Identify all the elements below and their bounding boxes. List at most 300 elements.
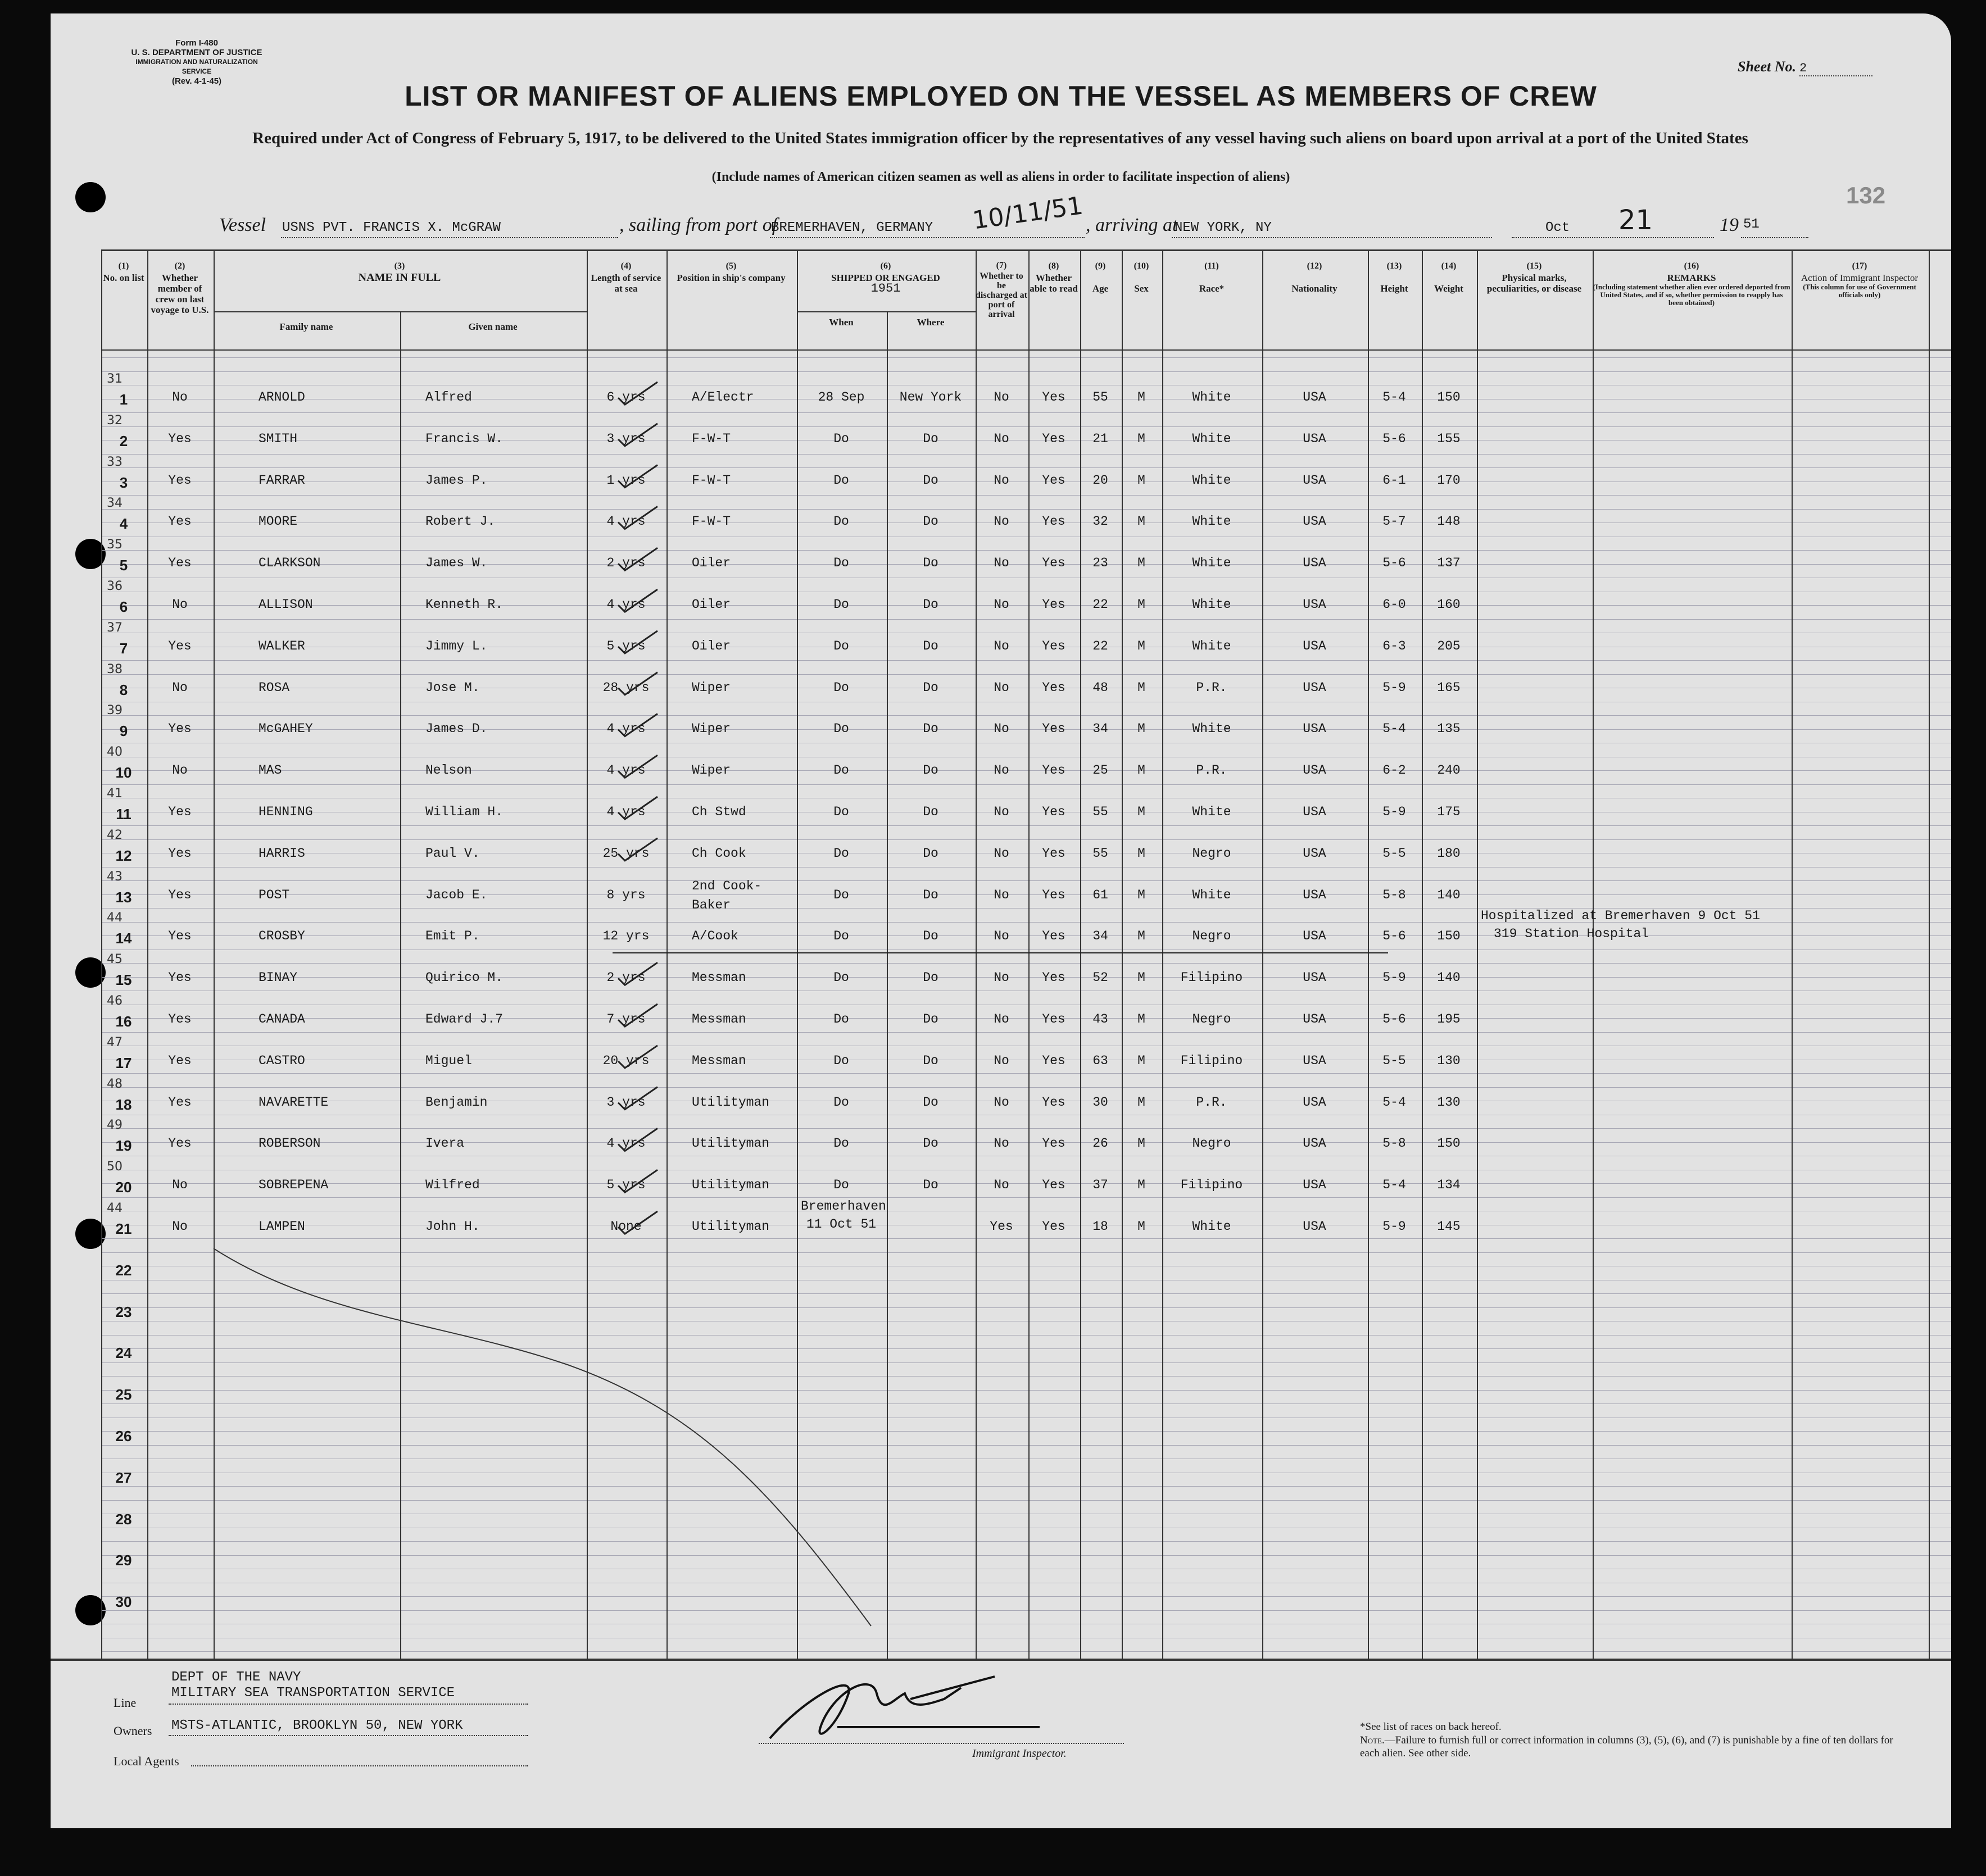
col-position: Messman [692, 1012, 746, 1026]
col-where: Do [923, 473, 938, 488]
col-height: 5-5 [1382, 1053, 1406, 1068]
col-height: 5-8 [1382, 1136, 1406, 1151]
col-discharged: No [994, 1012, 1009, 1026]
col-height: 5-7 [1382, 514, 1406, 529]
col-family-name: MAS [259, 763, 282, 778]
header-race: (11) Race* [1199, 261, 1225, 294]
col-race: P.R. [1196, 763, 1227, 778]
col-last-voyage: Yes [168, 638, 192, 653]
col-read: Yes [1042, 1094, 1065, 1110]
col-family-name: SMITH [259, 431, 298, 446]
col-given-name: James W. [425, 556, 488, 571]
col-given-name: Jose M. [425, 680, 480, 695]
check-mark [618, 797, 658, 819]
col-read: Yes [1042, 514, 1065, 529]
col-age: 26 [1092, 1136, 1108, 1151]
col-where: Do [923, 846, 938, 861]
col-race: White [1192, 805, 1231, 819]
col-read: Yes [1042, 721, 1065, 737]
col-last-voyage: Yes [168, 1136, 192, 1151]
col-where: Do [923, 887, 938, 902]
col-read: Yes [1042, 763, 1065, 778]
col-nationality: USA [1303, 929, 1326, 944]
handwritten-line-number: 42 [107, 828, 123, 842]
row-number: 16 [115, 1013, 132, 1030]
handwritten-line-number: 44 [107, 1201, 123, 1215]
form-number: Form I-480 [175, 38, 218, 48]
header-physical-marks: (15) Physical marks, peculiarities, or disease [1486, 261, 1582, 294]
stamp-number: 132 [1846, 182, 1886, 208]
col-sex: M [1137, 846, 1145, 861]
col-where: Do [923, 638, 938, 653]
col-discharged: No [994, 846, 1009, 861]
col-height: 5-5 [1382, 846, 1406, 861]
col-family-name: NAVARETTE [259, 1094, 329, 1110]
col-service: 12 yrs [602, 929, 650, 944]
col-service: 2 yrs [606, 970, 646, 985]
owners-value: MSTS-ATLANTIC, BROOKLYN 50, NEW YORK [171, 1718, 463, 1733]
col-family-name: SOBREPENA [259, 1178, 329, 1193]
row-number: 18 [115, 1096, 132, 1113]
col-sex: M [1137, 680, 1145, 695]
col-read: Yes [1042, 556, 1065, 571]
arrival-year-prefix: 19 [1720, 215, 1739, 235]
col-nationality: USA [1303, 1178, 1326, 1193]
col-where: Do [923, 1094, 938, 1110]
col-when: Do [833, 556, 849, 571]
header-name-in-full: (3) NAME IN FULL [358, 261, 441, 284]
header-discharged: (7) Whether to be discharged at port of arrival [976, 261, 1027, 319]
col-nationality: USA [1303, 1094, 1326, 1110]
col-discharged: No [994, 431, 1009, 446]
col-given-name: Quirico M. [425, 970, 504, 985]
empty-row-number: 22 [115, 1261, 132, 1279]
col-nationality: USA [1303, 887, 1326, 902]
vessel-label: Vessel [219, 215, 266, 235]
col-position: A/Cook [692, 929, 738, 944]
col-last-voyage: Yes [168, 1053, 192, 1068]
col-given-name: Benjamin [425, 1094, 488, 1110]
col-age: 55 [1092, 805, 1108, 819]
col-nationality: USA [1303, 597, 1326, 612]
col-family-name: CANADA [259, 1012, 305, 1026]
col-position: 2nd Cook- [692, 878, 762, 893]
col-service: 2 yrs [606, 556, 646, 571]
col-read: Yes [1042, 1178, 1065, 1193]
col-position: Wiper [692, 721, 731, 737]
col-service: 4 yrs [606, 805, 646, 819]
handwritten-line-number: 37 [107, 620, 123, 635]
annotation-overlay [51, 13, 1951, 1828]
header-nationality: (12) Nationality [1291, 261, 1337, 294]
col-read: Yes [1042, 680, 1065, 695]
col-where: Do [923, 721, 938, 737]
col-race: Filipino [1180, 1178, 1243, 1193]
handwritten-line-number: 32 [107, 413, 123, 428]
col-when: Do [833, 638, 849, 653]
col-when: Do [833, 1178, 849, 1193]
col-race: Negro [1192, 1136, 1231, 1151]
check-mark [618, 1211, 658, 1234]
row-number: 9 [119, 723, 128, 740]
col-where: Do [923, 514, 938, 529]
col-race: White [1192, 556, 1231, 571]
arrival-month: Oct [1545, 220, 1570, 235]
col-where: Do [923, 431, 938, 446]
col-race: White [1192, 514, 1231, 529]
col-last-voyage: Yes [168, 1012, 192, 1026]
col-when: Do [833, 514, 849, 529]
col-given-name: Jimmy L. [425, 638, 488, 653]
remark-line-2: 319 Station Hospital [1494, 926, 1649, 942]
col-nationality: USA [1303, 763, 1326, 778]
manifest-page [51, 13, 1951, 1828]
page-title: LIST OR MANIFEST OF ALIENS EMPLOYED ON THE VESSEL AS MEMBERS OF CREW [405, 80, 1597, 112]
col-sex: M [1137, 721, 1145, 737]
col-age: 25 [1092, 763, 1108, 778]
header-last-voyage: (2) Whether member of crew on last voyage to U.S. [151, 261, 209, 315]
col-discharged: No [994, 887, 1009, 902]
col-when: Do [833, 1094, 849, 1110]
col-race: Filipino [1180, 970, 1243, 985]
col-given-name: Miguel [425, 1053, 472, 1068]
col-position: F-W-T [692, 431, 731, 446]
arrival-year: 51 [1743, 217, 1760, 232]
col-nationality: USA [1303, 846, 1326, 861]
col-family-name: BINAY [259, 970, 298, 985]
row-number: 2 [119, 432, 128, 449]
col-given-name: Ivera [425, 1136, 465, 1151]
check-mark [618, 1004, 658, 1026]
handwritten-line-number: 50 [107, 1160, 123, 1174]
check-mark [618, 673, 658, 695]
col-age: 18 [1092, 1219, 1108, 1234]
col-read: Yes [1042, 431, 1065, 446]
col-service: 25 yrs [602, 846, 650, 861]
col-when: Do [833, 1012, 849, 1026]
col-last-voyage: Yes [168, 1094, 192, 1110]
col-when: Do [833, 721, 849, 737]
col-race: White [1192, 473, 1231, 488]
col-family-name: ALLISON [259, 597, 313, 612]
col-service: 4 yrs [606, 721, 646, 737]
row-number: 21 [115, 1220, 132, 1237]
col-family-name: McGAHEY [259, 721, 313, 737]
col-nationality: USA [1303, 514, 1326, 529]
col-weight: 150 [1437, 390, 1461, 405]
col-when: Do [833, 970, 849, 985]
form-revision: (Rev. 4-1-45) [171, 76, 222, 86]
col-nationality: USA [1303, 1012, 1326, 1026]
row-number: 1 [119, 391, 128, 408]
col-weight: 150 [1437, 929, 1461, 944]
col-race: White [1192, 1219, 1231, 1234]
sailing-date-handwritten: 10/11/51 [971, 191, 1085, 235]
col-weight: 160 [1437, 597, 1461, 612]
col-nationality: USA [1303, 390, 1326, 405]
handwritten-line-number: 48 [107, 1076, 123, 1091]
handwritten-line-number: 46 [107, 994, 123, 1008]
col-age: 52 [1092, 970, 1108, 985]
col-when: Do [833, 929, 849, 944]
row-number: 8 [119, 681, 128, 698]
col-where: Do [923, 680, 938, 695]
check-mark [618, 1170, 658, 1192]
col-last-voyage: Yes [168, 473, 192, 488]
col-service: 7 yrs [606, 1012, 646, 1026]
col-last-voyage: No [172, 680, 188, 695]
check-mark [618, 382, 658, 405]
col-height: 5-6 [1382, 556, 1406, 571]
col-nationality: USA [1303, 721, 1326, 737]
col-weight: 150 [1437, 1136, 1461, 1151]
col-when: Do [833, 431, 849, 446]
col-family-name: CROSBY [259, 929, 305, 944]
col-sex: M [1137, 1136, 1145, 1151]
col-height: 5-6 [1382, 929, 1406, 944]
col-read: Yes [1042, 805, 1065, 819]
col-last-voyage: No [172, 1178, 188, 1193]
col-position: Utilityman [692, 1219, 770, 1234]
col-service: 4 yrs [606, 1136, 646, 1151]
col-last-voyage: Yes [168, 514, 192, 529]
col-family-name: POST [259, 887, 290, 902]
check-mark [618, 962, 658, 985]
col-age: 32 [1092, 514, 1108, 529]
row-number: 12 [115, 847, 132, 864]
col-discharged: No [994, 556, 1009, 571]
col-service: 20 yrs [602, 1053, 650, 1068]
col-sex: M [1137, 431, 1145, 446]
col-nationality: USA [1303, 970, 1326, 985]
check-mark [618, 714, 658, 736]
col-position: Oiler [692, 597, 731, 612]
requirement-text: Required under Act of Congress of February 5, 1917, to be delivered to the United States immigration officer by the representatives of any vessel having such aliens on board upon arrival at a port of the United States [252, 129, 1748, 147]
col-discharged: No [994, 514, 1009, 529]
col-discharged: No [994, 929, 1009, 944]
col-race: Negro [1192, 1012, 1231, 1026]
col-last-voyage: Yes [168, 846, 192, 861]
check-mark [618, 755, 658, 778]
col-read: Yes [1042, 970, 1065, 985]
col-read: Yes [1042, 1136, 1065, 1151]
line-value-2: MILITARY SEA TRANSPORTATION SERVICE [171, 1686, 455, 1701]
col-given-name: Kenneth R. [425, 597, 504, 612]
empty-row-number: 25 [115, 1386, 132, 1403]
col-when: Do [833, 680, 849, 695]
sheet-value: 2 [1799, 61, 1872, 76]
col-age: 37 [1092, 1178, 1108, 1193]
col-nationality: USA [1303, 680, 1326, 695]
col-service: 6 yrs [606, 390, 646, 405]
col-sex: M [1137, 763, 1145, 778]
col-family-name: WALKER [259, 638, 305, 653]
col-weight: 135 [1437, 721, 1461, 737]
empty-row-number: 30 [115, 1593, 132, 1611]
col-position: A/Electr [692, 390, 754, 405]
col-last-voyage: Yes [168, 887, 192, 902]
col-nationality: USA [1303, 1053, 1326, 1068]
col-weight: 180 [1437, 846, 1461, 861]
col-read: Yes [1042, 390, 1065, 405]
col-sex: M [1137, 390, 1145, 405]
col-nationality: USA [1303, 1136, 1326, 1151]
col-where: Do [923, 556, 938, 571]
col-family-name: CLARKSON [259, 556, 321, 571]
col-height: 5-4 [1382, 721, 1406, 737]
col-given-name: Jacob E. [425, 887, 488, 902]
col-sex: M [1137, 887, 1145, 902]
row-number: 14 [115, 930, 132, 947]
service-name: IMMIGRATION AND NATURALIZATION SERVICE [135, 58, 258, 75]
header-when: When [829, 317, 854, 328]
col-position: Utilityman [692, 1094, 770, 1110]
check-mark [618, 838, 658, 861]
header-weight: (14) Weight [1434, 261, 1463, 294]
col-given-name: Wilfred [425, 1178, 480, 1193]
row-number: 3 [119, 474, 128, 491]
check-mark [618, 424, 658, 446]
col-family-name: FARRAR [259, 473, 305, 488]
header-given-name: Given name [468, 321, 518, 332]
col-age: 30 [1092, 1094, 1108, 1110]
col-weight: 140 [1437, 887, 1461, 902]
col-position: Oiler [692, 638, 731, 653]
header-family-name: Family name [279, 321, 333, 332]
row-number: 4 [119, 515, 128, 533]
col-given-name: Edward J.7 [425, 1012, 504, 1026]
col-weight: 140 [1437, 970, 1461, 985]
col-family-name: CASTRO [259, 1053, 305, 1068]
col-discharged: No [994, 970, 1009, 985]
check-mark [618, 589, 658, 612]
col-sex: M [1137, 638, 1145, 653]
col-service: 1 yrs [606, 473, 646, 488]
col-family-name: HENNING [259, 805, 313, 819]
check-mark [618, 1087, 658, 1110]
col-sex: M [1137, 1012, 1145, 1026]
handwritten-line-number: 44 [107, 911, 123, 925]
col-read: Yes [1042, 1219, 1065, 1234]
col-race: Filipino [1180, 1053, 1243, 1068]
col-sex: M [1137, 929, 1145, 944]
sailing-port: BREMERHAVEN, GERMANY [771, 220, 933, 235]
col-last-voyage: Yes [168, 805, 192, 819]
col-weight: 205 [1437, 638, 1461, 653]
vessel-name: USNS PVT. FRANCIS X. McGRAW [282, 220, 501, 235]
col-nationality: USA [1303, 473, 1326, 488]
empty-row-number: 26 [115, 1428, 132, 1445]
col-read: Yes [1042, 597, 1065, 612]
col-service: 4 yrs [606, 514, 646, 529]
col-discharged: No [994, 763, 1009, 778]
arriving-port: NEW YORK, NY [1175, 220, 1272, 235]
col-service: 4 yrs [606, 597, 646, 612]
col-read: Yes [1042, 1012, 1065, 1026]
col-age: 55 [1092, 390, 1108, 405]
col-given-name: Francis W. [425, 431, 504, 446]
col-discharged: No [994, 390, 1009, 405]
sheet-label: Sheet No. [1738, 58, 1796, 75]
col-race: White [1192, 597, 1231, 612]
col-position: Wiper [692, 680, 731, 695]
col-read: Yes [1042, 1053, 1065, 1068]
col-where: Do [923, 1053, 938, 1068]
col-last-voyage: Yes [168, 929, 192, 944]
check-mark [618, 1128, 658, 1151]
local-agents-label: Local Agents [114, 1754, 179, 1768]
col-discharged: Yes [990, 1219, 1013, 1234]
col-position: Utilityman [692, 1136, 770, 1151]
col-weight: 137 [1437, 556, 1461, 571]
col-nationality: USA [1303, 556, 1326, 571]
col-race: P.R. [1196, 1094, 1227, 1110]
owners-label: Owners [114, 1724, 152, 1738]
col-sex: M [1137, 514, 1145, 529]
col-race: White [1192, 431, 1231, 446]
line-label: Line [114, 1696, 137, 1710]
empty-row-number: 23 [115, 1303, 132, 1320]
row-number: 15 [115, 971, 132, 989]
handwritten-line-number: 41 [107, 787, 123, 801]
col-given-name: Robert J. [425, 514, 496, 529]
col-last-voyage: No [172, 597, 188, 612]
col-age: 43 [1092, 1012, 1108, 1026]
col-family-name: HARRIS [259, 846, 305, 861]
col-read: Yes [1042, 846, 1065, 861]
col-family-name: LAMPEN [259, 1219, 305, 1234]
col-height: 5-9 [1382, 970, 1406, 985]
col-given-name: William H. [425, 805, 504, 819]
col-age: 34 [1092, 929, 1108, 944]
col-weight: 175 [1437, 805, 1461, 819]
col-height: 5-9 [1382, 805, 1406, 819]
col-race: Negro [1192, 846, 1231, 861]
col-height: 5-6 [1382, 431, 1406, 446]
col-height: 6-2 [1382, 763, 1406, 778]
col-height: 5-9 [1382, 680, 1406, 695]
col-sex: M [1137, 805, 1145, 819]
col-age: 55 [1092, 846, 1108, 861]
header-age: (9) Age [1092, 261, 1109, 294]
col-service: 4 yrs [606, 763, 646, 778]
col-race: Negro [1192, 929, 1231, 944]
col-nationality: USA [1303, 1219, 1326, 1234]
col-race: White [1192, 887, 1231, 902]
col-age: 22 [1092, 638, 1108, 653]
col-last-voyage: Yes [168, 970, 192, 985]
col-given-name: John H. [425, 1219, 480, 1234]
col-age: 34 [1092, 721, 1108, 737]
col-where: Do [923, 805, 938, 819]
col-discharged: No [994, 473, 1009, 488]
col-sex: M [1137, 597, 1145, 612]
col-last-voyage: Yes [168, 556, 192, 571]
col-race: White [1192, 721, 1231, 737]
col-nationality: USA [1303, 805, 1326, 819]
col-family-name: ARNOLD [259, 390, 305, 405]
col-family-name: ROBERSON [259, 1136, 321, 1151]
header-shipped-engaged: (6) SHIPPED OR ENGAGED 1951 [831, 261, 940, 296]
row-number: 10 [115, 764, 132, 782]
department: U. S. DEPARTMENT OF JUSTICE [131, 48, 262, 57]
col-height: 6-3 [1382, 638, 1406, 653]
col-height: 5-4 [1382, 1094, 1406, 1110]
col-given-name: Emit P. [425, 929, 480, 944]
col-weight: 240 [1437, 763, 1461, 778]
col-when: Do [833, 887, 849, 902]
include-note: (Include names of American citizen seamen as well as aliens in order to facilitate inspection of aliens) [711, 170, 1290, 184]
